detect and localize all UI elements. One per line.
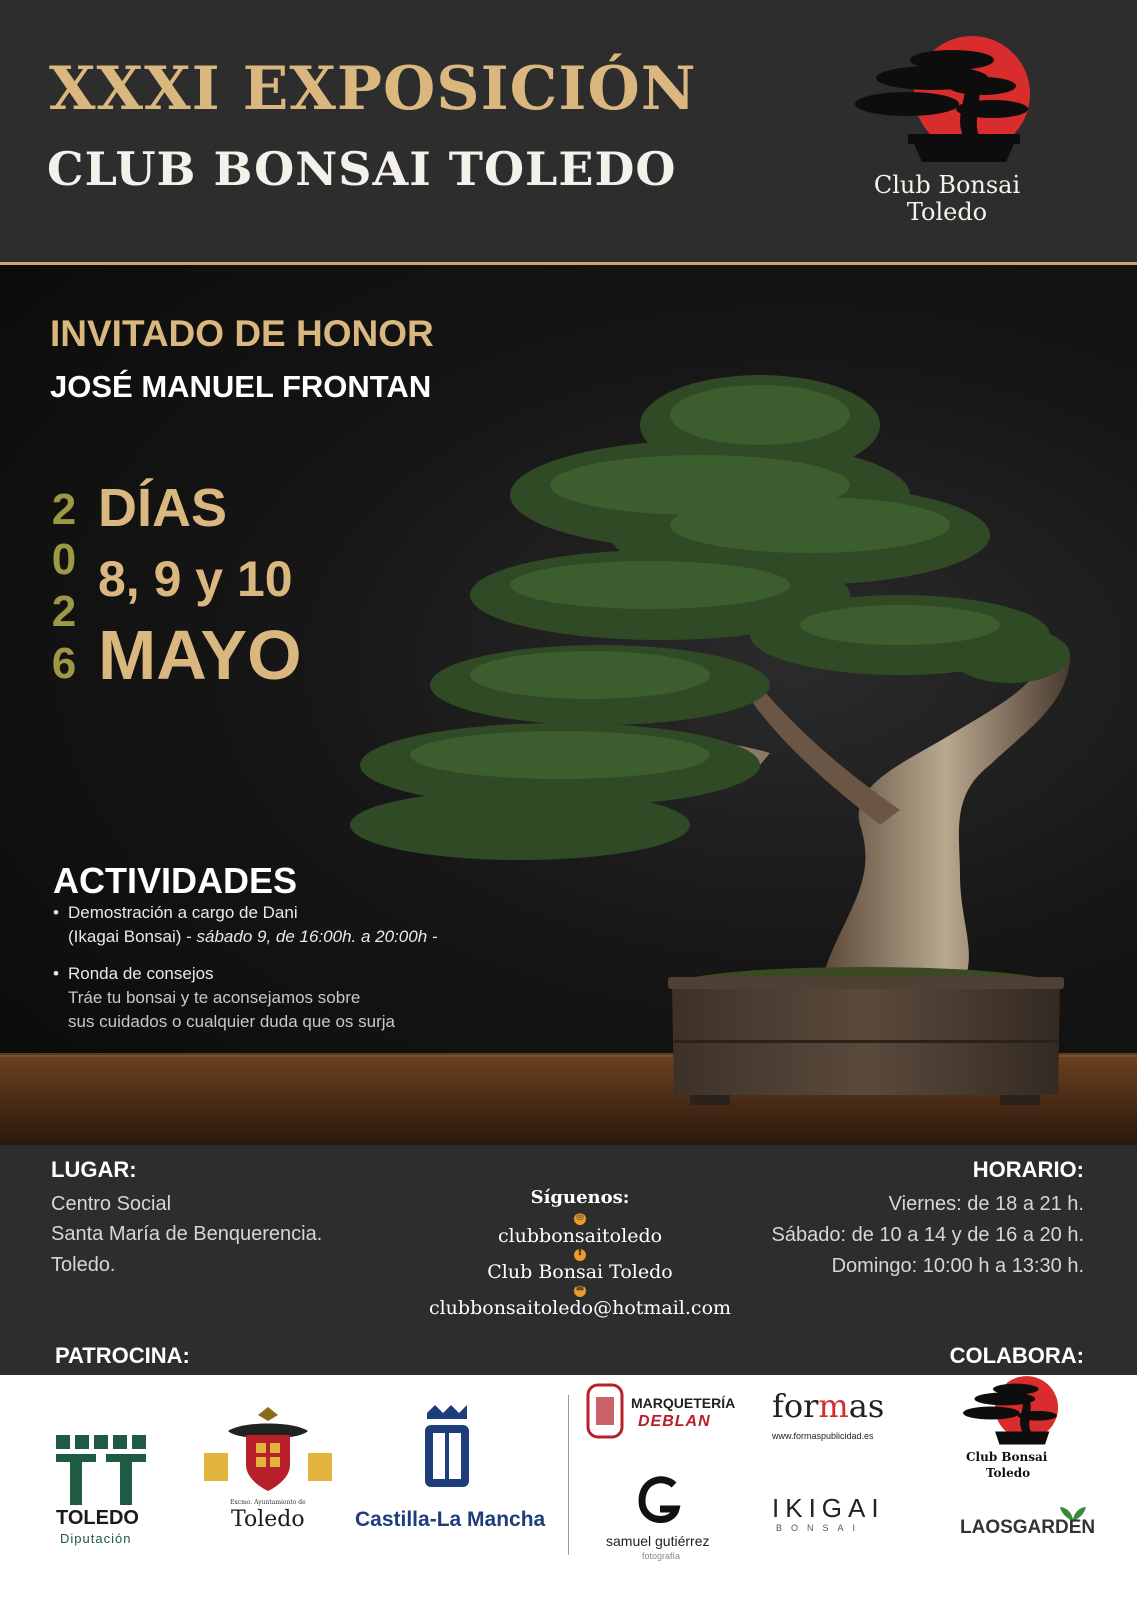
place-label: LUGAR: — [51, 1157, 137, 1182]
formas-name-c: as — [848, 1387, 885, 1425]
logo-text-line1: Club Bonsai — [873, 171, 1021, 199]
formas-name — [772, 1387, 884, 1425]
ikigai-logo — [772, 1493, 885, 1543]
ayuntamiento-small: Excmo. Ayuntamiento de — [230, 1499, 306, 1506]
club-small-logo — [958, 1375, 1078, 1485]
bullet: • — [53, 903, 59, 922]
marqueteria-line2: DEBLAN — [638, 1413, 711, 1430]
email-link[interactable]: clubbonsaitoledo@hotmail.com — [428, 1297, 732, 1319]
diputacion-emblem-icon — [56, 1435, 146, 1505]
marqueteria-emblem-icon — [586, 1383, 624, 1439]
samuel-sub: fotografía — [642, 1551, 681, 1561]
honor-guest-label: INVITADO DE HONOR — [50, 313, 434, 354]
marqueteria-logo — [586, 1383, 746, 1445]
samuel-logo — [592, 1475, 732, 1575]
instagram-icon: ◎ — [574, 1213, 586, 1225]
formas-name-a: for — [772, 1387, 819, 1425]
facebook-icon: f — [574, 1249, 586, 1261]
formas-logo — [772, 1387, 912, 1447]
year-digit: 0 — [51, 535, 77, 584]
ayuntamiento-name: Toledo — [231, 1507, 305, 1532]
activity-line: Ronda de consejos — [68, 964, 214, 983]
logo-text-line2: Toledo — [906, 198, 988, 226]
schedule-label: HORARIO: — [972, 1157, 1084, 1182]
activity-line: Demostración a cargo de Dani — [68, 903, 298, 922]
marqueteria-line1: MARQUETERÍA — [631, 1395, 736, 1411]
year-digit: 2 — [51, 587, 77, 636]
activity-item — [53, 901, 493, 951]
bonsai-logo-icon — [958, 1375, 1068, 1451]
place-line: Toledo. — [51, 1254, 116, 1276]
social-block — [420, 1187, 740, 1317]
header-band — [0, 0, 1137, 265]
castilla-logo — [355, 1403, 545, 1553]
laosgarden-logo — [960, 1503, 1110, 1543]
activity-detail: (Ikagai Bonsai) - — [68, 927, 197, 946]
info-band — [0, 1145, 1137, 1375]
year-digit: 2 — [51, 485, 77, 534]
activity-item — [53, 962, 493, 1037]
social-title: Síguenos: — [530, 1187, 630, 1208]
laosgarden-name: LAOSGARDEN — [960, 1517, 1096, 1538]
ikigai-name: IKIGAI — [772, 1493, 885, 1523]
exhibition-title: XXXI EXPOSICIÓN — [49, 54, 697, 124]
castilla-emblem-icon — [417, 1403, 477, 1495]
club-logo — [852, 34, 1042, 234]
bullet: • — [53, 964, 59, 983]
schedule-line: Viernes: de 18 a 21 h. — [888, 1193, 1084, 1215]
schedule-line: Sábado: de 10 a 14 y de 16 a 20 h. — [771, 1224, 1084, 1246]
activity-line — [68, 925, 438, 949]
ayuntamiento-logo — [198, 1401, 338, 1551]
samuel-name: samuel gutiérrez — [606, 1533, 710, 1549]
schedule-line: Domingo: 10:00 h a 13:30 h. — [831, 1255, 1084, 1277]
sponsors-band — [0, 1375, 1137, 1600]
activities-title: ACTIVIDADES — [53, 860, 298, 901]
samuel-g-icon — [634, 1475, 684, 1527]
facebook-link[interactable]: Club Bonsai Toledo — [487, 1261, 673, 1283]
sponsors-label: PATROCINA: — [55, 1343, 190, 1368]
honor-guest-name: JOSÉ MANUEL FRONTAN — [50, 369, 432, 404]
activity-time: sábado 9, de 16:00h. a 20:00h - — [196, 927, 438, 946]
email-icon: ✉ — [574, 1285, 586, 1297]
formas-name-b: m — [818, 1387, 849, 1425]
divider — [568, 1395, 569, 1555]
diputacion-logo — [56, 1435, 148, 1545]
place-line: Centro Social — [51, 1193, 172, 1215]
activity-line: Tráe tu bonsai y te aconsejamos sobre — [68, 988, 361, 1007]
month-label: MAYO — [98, 616, 302, 694]
diputacion-sub: Diputación — [60, 1531, 132, 1546]
ikigai-sub: BONSAI — [776, 1523, 865, 1533]
days-numbers: 8, 9 y 10 — [98, 551, 293, 607]
bonsai-photo-section — [0, 265, 1137, 1145]
castilla-name: Castilla-La Mancha — [355, 1508, 546, 1531]
club-small-line1: Club Bonsai — [966, 1450, 1048, 1464]
formas-url: www.formaspublicidad.es — [772, 1431, 874, 1441]
place-line: Santa María de Benquerencia. — [51, 1223, 323, 1245]
diputacion-name: TOLEDO — [56, 1507, 139, 1529]
days-label: DÍAS — [98, 478, 228, 538]
year-digit: 6 — [51, 639, 77, 688]
club-title: CLUB BONSAI TOLEDO — [47, 142, 677, 196]
activity-line: sus cuidados o cualquier duda que os surja — [68, 1012, 395, 1031]
collaborators-label: COLABORA: — [949, 1343, 1084, 1368]
club-small-line2: Toledo — [986, 1466, 1031, 1480]
instagram-link[interactable]: clubbonsaitoledo — [497, 1225, 663, 1247]
coat-of-arms-icon — [198, 1401, 338, 1497]
bonsai-logo-icon — [852, 34, 1042, 174]
